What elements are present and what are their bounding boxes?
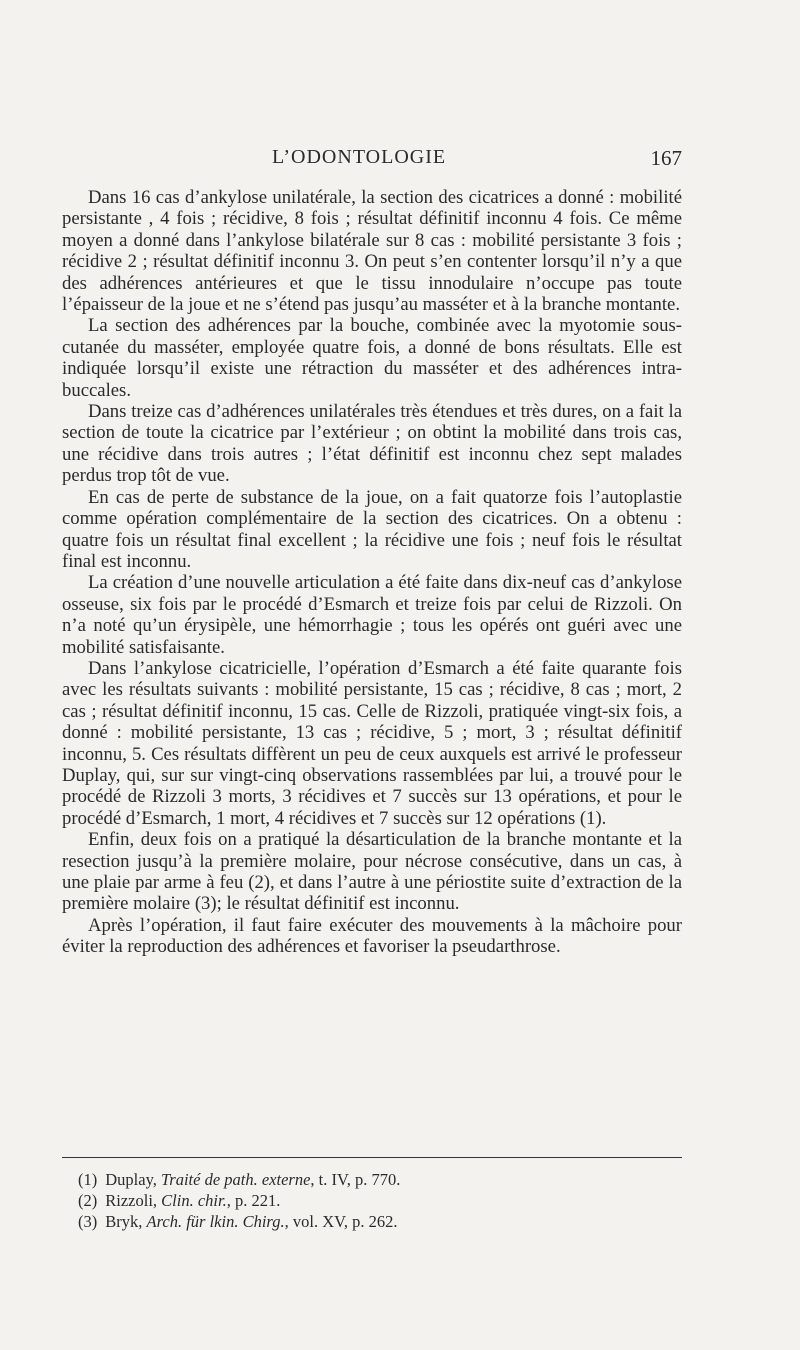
article-body: [62, 187, 682, 958]
paragraph: La section des adhérences par la bouche, combinée avec la myotomie sous-cutanée du masséter, employée quatre fois, a donné de bons résultats. Elle est indiquée lorsqu’il existe une rétraction du masséter et des adhérences intra-buccales.: [62, 315, 682, 401]
footnote-author: Rizzoli,: [105, 1191, 162, 1210]
footnote-mark: (2): [78, 1191, 98, 1210]
footnote-1: [62, 1169, 682, 1190]
footnote-mark: (3): [78, 1212, 98, 1231]
footnote-3: [62, 1211, 682, 1232]
footnote-work-title: Traité de path. externe: [161, 1170, 311, 1189]
footnote-mark: (1): [78, 1170, 98, 1189]
journal-title: L’ODONTOLOGIE: [272, 146, 447, 168]
footnote-reference: , t. IV, p. 770.: [310, 1170, 401, 1189]
paragraph: Dans l’ankylose cicatricielle, l’opération d’Esmarch a été faite quarante fois avec les résultats suivants : mobilité persistante, 15 cas ; récidive, 8 cas ; mort, 2 cas ; résultat définitif inconnu, 15 cas. Celle de Rizzoli, pratiquée vingt-six fois, a donné : mobilité persistante, 13 cas ; récidive, 5 ; mort, 3 ; résultat définitif inconnu, 5. Ces résultats diffèrent un peu de ceux auxquels est arrivé le professeur Duplay, qui, sur sur vingt-cinq observations rassemblées par lui, a trouvé pour le procédé de Rizzoli 3 morts, 3 récidives et 7 succès sur 13 opérations, et pour le procédé d’Esmarch, 1 mort, 4 récidives et 7 succès sur 12 opérations (1).: [62, 657, 682, 829]
footnote-author: Bryk,: [105, 1212, 147, 1231]
footnote-author: Duplay,: [105, 1170, 162, 1189]
paragraph: Dans 16 cas d’ankylose unilatérale, la section des cicatrices a donné : mobilité persistante , 4 fois ; récidive, 8 fois ; résultat définitif inconnu 4 fois. Ce même moyen a donné dans l’ankylose bilatérale sur 8 cas : mobilité persistante 3 fois ; récidive 2 ; résultat définitif inconnu 3. On peut s’en contenter lorsqu’il n’y a que des adhérences antérieures et que le tissu innodulaire n’occupe pas toute l’épaisseur de la joue et ne s’étend pas jusqu’au masséter et à la branche montante.: [62, 187, 682, 316]
running-header: [62, 146, 682, 176]
footnote-2: [62, 1190, 682, 1211]
paragraph: Enfin, deux fois on a pratiqué la désarticulation de la branche montante et la resection jusqu’à la première molaire, pour nécrose consécutive, dans un cas, à une plaie par arme à feu (2), et dans l’autre à une périostite suite d’extraction de la première molaire (3); le résultat définitif est inconnu.: [62, 829, 682, 915]
footnote-work-title: Clin. chir.: [161, 1191, 227, 1210]
paragraph: En cas de perte de substance de la joue, on a fait quatorze fois l’autoplastie comme opération complémentaire de la section des cicatrices. On a obtenu : quatre fois un résultat final excellent ; la récidive une fois ; neuf fois le résultat final est inconnu.: [62, 486, 682, 572]
footnote-reference: , vol. XV, p. 262.: [284, 1212, 398, 1231]
paragraph: Après l’opération, il faut faire exécuter des mouvements à la mâchoire pour éviter la reproduction des adhérences et favoriser la pseudarthrose.: [62, 914, 682, 958]
paragraph: Dans treize cas d’adhérences unilatérales très étendues et très dures, on a fait la section de toute la cicatrice par l’extérieur ; on obtint la mobilité dans trois cas, une récidive dans trois autres ; l’état définitif est inconnu chez sept malades perdus trop tôt de vue.: [62, 401, 682, 487]
page-number: 167: [650, 146, 682, 170]
footnotes: [62, 1169, 682, 1232]
footnote-reference: , p. 221.: [226, 1191, 281, 1210]
footnote-divider: [62, 1157, 682, 1158]
paragraph: La création d’une nouvelle articulation a été faite dans dix-neuf cas d’ankylose osseuse, six fois par le procédé d’Esmarch et treize fois par celui de Rizzoli. On n’a noté qu’un érysipèle, une hémorrhagie ; tous les opérés ont guéri avec une mobilité satisfaisante.: [62, 572, 682, 658]
footnote-work-title: Arch. für lkin. Chirg.: [146, 1212, 285, 1231]
